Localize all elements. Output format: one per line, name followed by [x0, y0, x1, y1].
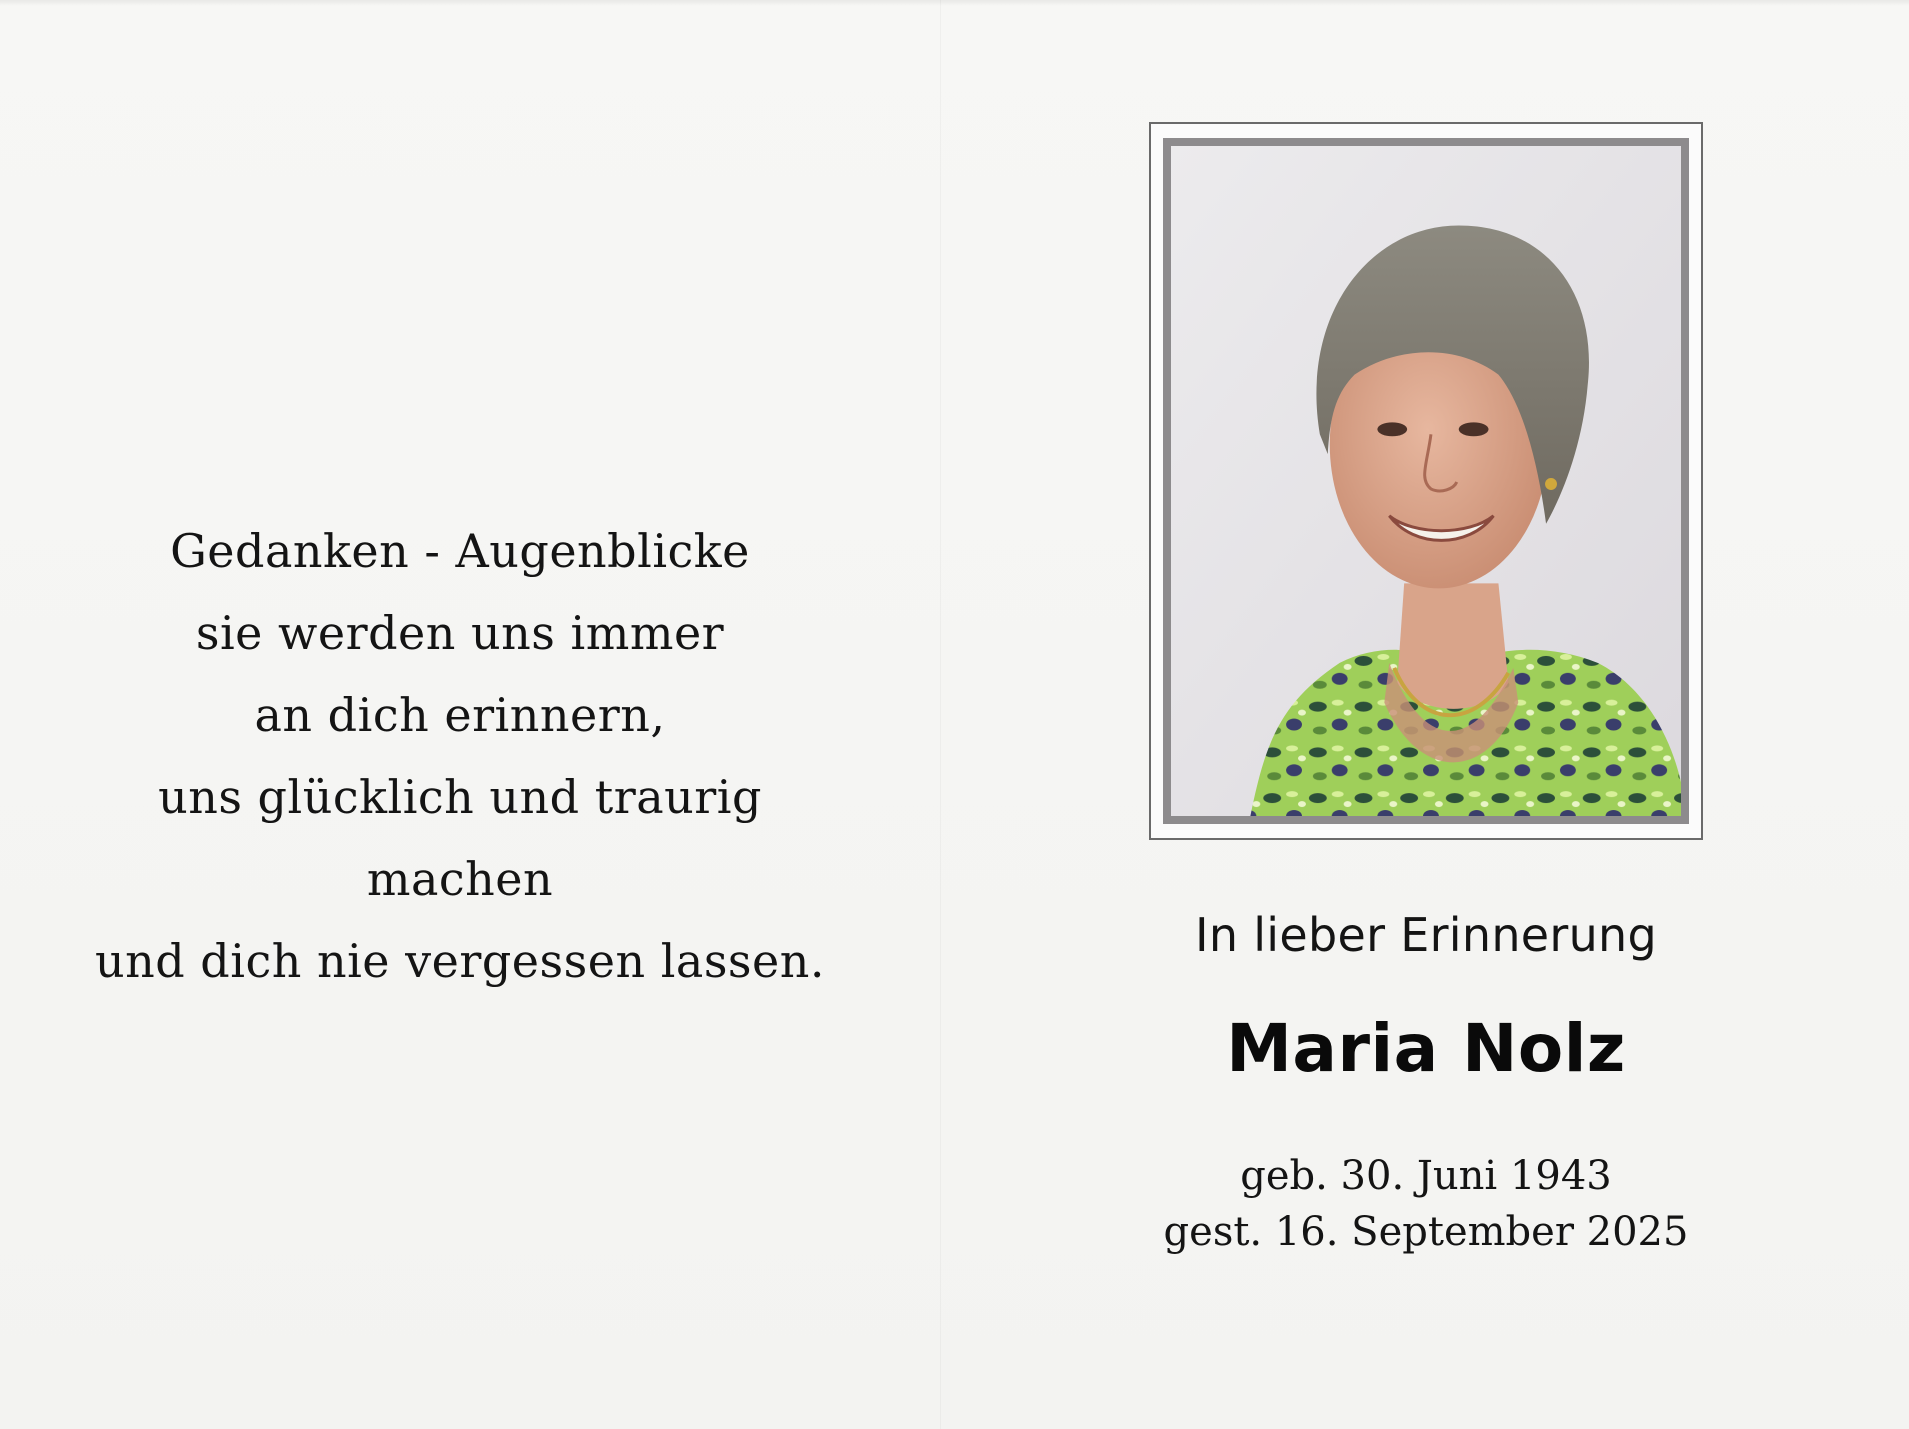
death-date: gest. 16. September 2025 — [1163, 1209, 1689, 1255]
portrait-frame — [1149, 122, 1703, 840]
poem-line-1: Gedanken - Augenblicke — [170, 524, 750, 578]
fold-line — [940, 0, 941, 1429]
deceased-name: Maria Nolz — [1226, 1010, 1626, 1087]
poem-line-3: an dich erinnern, — [254, 688, 666, 742]
paper-edge — [0, 0, 1909, 6]
poem-line-2: sie werden uns immer — [195, 606, 725, 660]
memorial-intro: In lieber Erinnerung — [1194, 908, 1658, 962]
portrait-illustration — [1171, 146, 1681, 816]
birth-date: geb. 30. Juni 1943 — [1240, 1153, 1612, 1199]
poem-line-4: uns glücklich und traurig machen — [158, 770, 762, 906]
portrait-photo — [1163, 138, 1689, 824]
poem-line-5: und dich nie vergessen lassen. — [94, 934, 826, 988]
poem — [60, 510, 860, 1002]
life-dates — [1149, 1148, 1703, 1260]
